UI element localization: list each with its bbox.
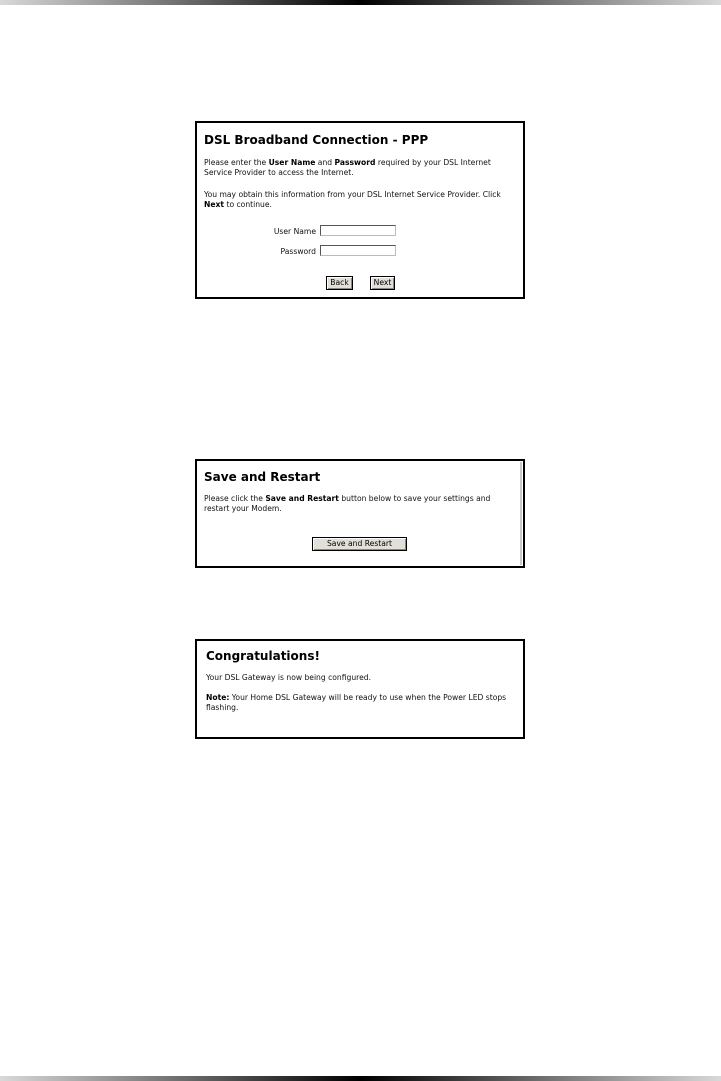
ppp-instructions-bold-password: Password <box>334 158 376 167</box>
ppp-obtain-bold-next: Next <box>204 199 225 209</box>
ppp-obtain-text-1: You may obtain this information from your DSL Internet Service Provider. Click <box>204 190 501 199</box>
save-and-restart-button[interactable]: Save and Restart <box>312 537 407 551</box>
save-panel-title: Save and Restart <box>204 470 321 484</box>
save-instructions-text-2: button below to save your settings and restart your Modem. <box>204 494 491 513</box>
ppp-obtain-info <box>204 190 518 209</box>
top-decorative-bar <box>0 0 721 5</box>
ppp-panel-title: DSL Broadband Connection - PPP <box>204 133 429 147</box>
panel-scrollbar-edge <box>520 462 522 565</box>
password-input[interactable] <box>320 245 396 256</box>
username-input[interactable] <box>320 225 396 236</box>
back-button[interactable]: Back <box>326 276 353 290</box>
password-label: Password <box>280 247 316 256</box>
username-label: User Name <box>273 227 316 236</box>
ppp-instructions-text-3: required by your DSL Internet Service Provider to access the Internet. <box>204 158 491 177</box>
ppp-obtain-text-2: to continue. <box>224 199 272 209</box>
ppp-connection-panel <box>195 121 525 299</box>
bottom-decorative-bar <box>0 1076 721 1081</box>
ppp-instructions-text-1: Please enter the <box>204 158 269 167</box>
save-instructions-bold: Save and Restart <box>265 494 339 503</box>
ppp-instructions-bold-username: User Name <box>268 158 316 167</box>
save-instructions <box>204 494 518 513</box>
ppp-instructions <box>204 158 518 177</box>
congrats-note-text: Your Home DSL Gateway will be ready to use when the Power LED stops flashing. <box>206 693 507 712</box>
save-restart-panel <box>195 459 525 568</box>
congratulations-panel <box>195 639 525 739</box>
ppp-instructions-text-2: and <box>315 158 335 167</box>
congrats-panel-title: Congratulations! <box>206 649 320 663</box>
congrats-note <box>206 693 520 712</box>
save-instructions-text-1: Please click the <box>204 494 266 503</box>
next-button[interactable]: Next <box>370 276 395 290</box>
congrats-note-label: Note: <box>206 693 230 702</box>
congrats-status-text: Your DSL Gateway is now being configured. <box>206 673 372 682</box>
